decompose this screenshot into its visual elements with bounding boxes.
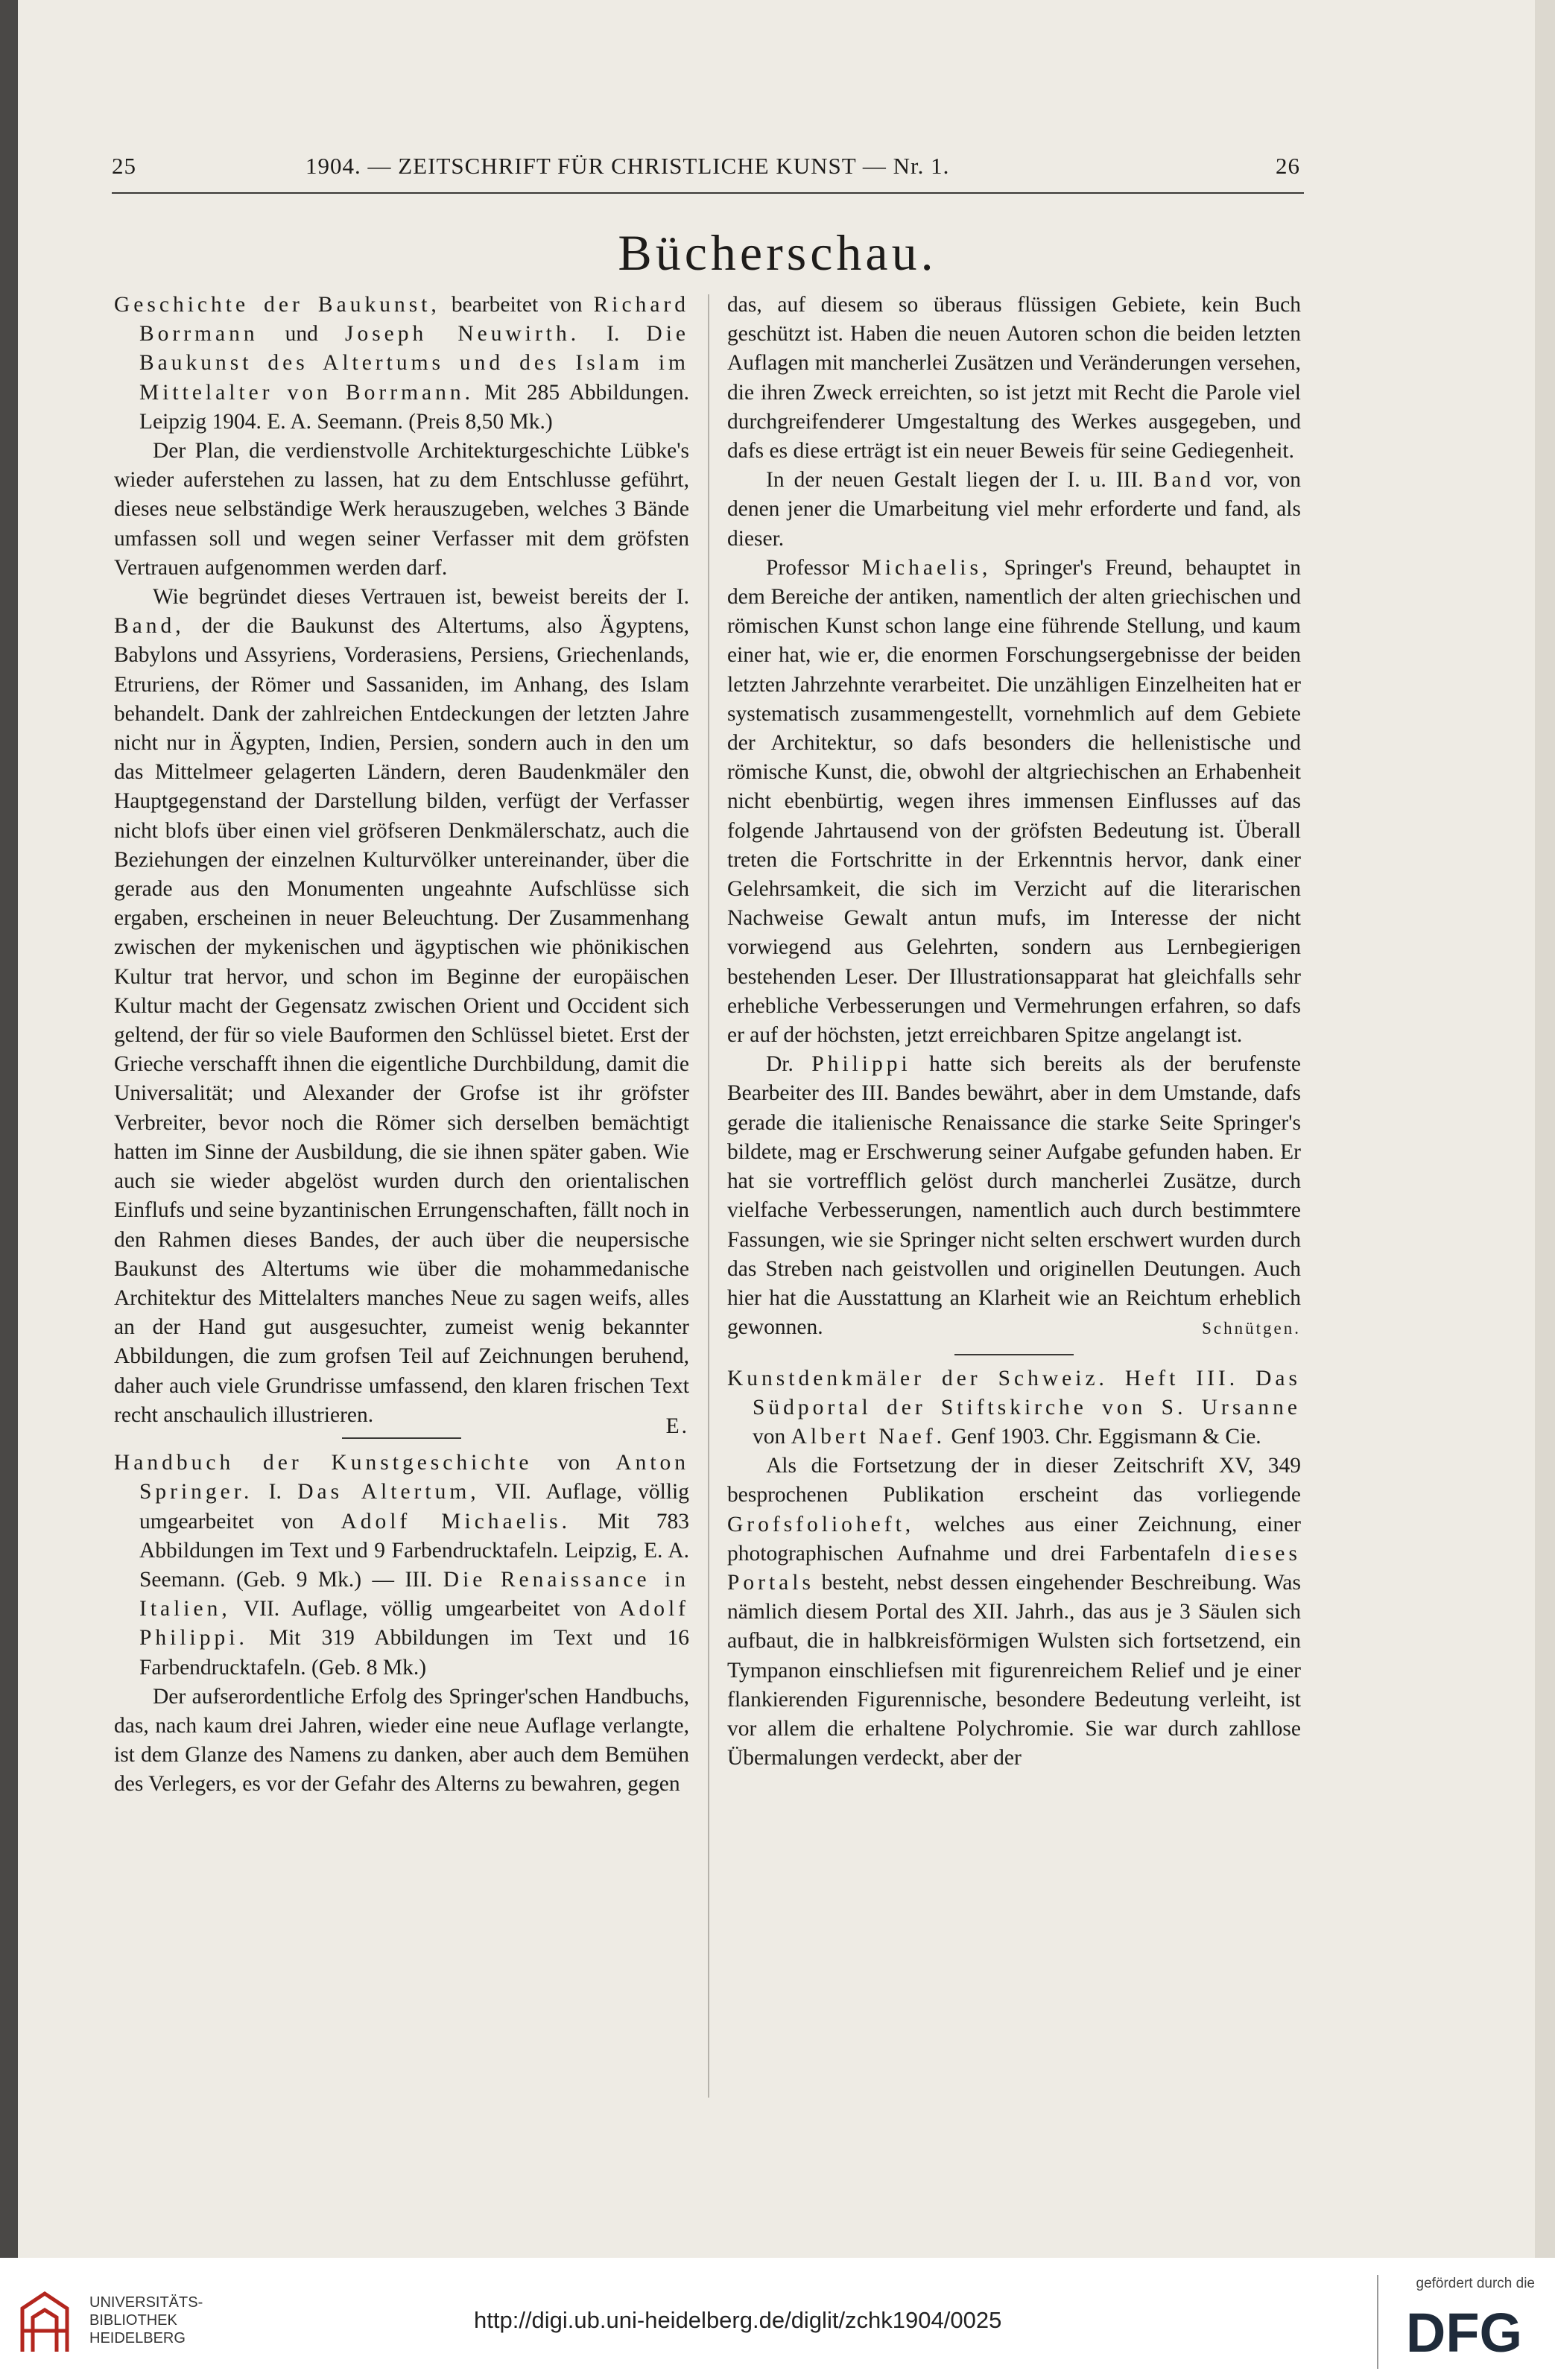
dfg-logo-text: DFG [1405,2303,1523,2362]
review-divider [954,1354,1074,1355]
funding-note: gefördert durch die [1416,2276,1535,2291]
library-logo-icon [15,2286,75,2361]
review-paragraph: Professor Michaelis, Springer's Freund, behauptet in dem Bereiche der antiken, namentlich der alten griechischen und römischen Kunst schon lange eine führende Stellung, und kaum einer hat, wie er, die enormen Forschungsergebnisse der beiden letzten Jahrzehnte verarbeitet. Die unzähligen Einzelheiten hat er systematisch zusammengestellt, vornehmlich auf dem Gebiete der Architektur, so dafs besonders die hellenistische und römische Kunst, die, obwohl der altgriechischen an Erhabenheit nicht ebenbürtig, wegen ihres immensen Einflusses auf das folgende Jahrtausend von der gröfsten Bedeutung ist. Überall treten die Fortschritte in der Erkenntnis hervor, dank einer Gelehrsamkeit, die sich im Verzicht auf die literarischen Nachweise Gewalt antun mufs, im Interesse der nicht vorwiegend aus Gelehrten, sondern aus Lernbegierigen bestehenden Leser. Der Illustrationsapparat hat gleichfalls sehr erhebliche Verbesserungen und Vermehrungen erfahren, so dafs er auf der höchsten, jetzt erreichbaren Spitze angelangt ist. [727,555,1301,1048]
library-name-line: UNIVERSITÄTS- [89,2294,203,2311]
review-paragraph: Der aufserordentliche Erfolg des Springer'schen Handbuchs, das, nach kaum drei Jahren, wieder eine neue Auflage verlangte, ist dem Glanze des Namens zu danken, aber auch dem Bemühen des Verlegers, es vor der Gefahr des Alterns zu bewahren, gegen [114,1684,689,1797]
page-edge-left [0,0,18,2258]
review-signature: E. [665,1414,689,1438]
header-rule [112,192,1304,194]
review-signature: Schnütgen. [1202,1319,1301,1338]
library-name [89,2294,203,2347]
review-heading-schweiz: Kunstdenkmäler der Schweiz. Heft III. Das Südportal der Stiftskirche von S. Ursanne von Albert Naef. Genf 1903. Chr. Eggismann & Cie. [727,1366,1301,1449]
review-paragraph: Dr. Philippi hatte sich bereits als der berufenste Bearbeiter des III. Bandes bewährt, aber in dem Umstande, dafs gerade die italienische Renaissance die starke Seite Springer's bildete, mag er Erschwerung seiner Aufgabe gefunden haben. Er hat sie vortrefflich gelöst durch mancherlei Zusätze, durch vielfache Verbesserungen, namentlich auch durch bestimmtere Fassungen, wie sie Springer nicht selten erschwert wurden durch das Streben nach geistvollen und originellen Deutungen. Auch hier hat die Ausstattung an Klarheit wie an Reichtum erheblich gewonnen. [727,1052,1302,1340]
page-number-left: 25 [112,153,136,179]
library-name-line: HEIDELBERG [89,2330,186,2346]
review-paragraph: Als die Fortsetzung der in dieser Zeitschrift XV, 349 besprochenen Publikation erscheint das vorliegende Grofsfolioheft, welches aus einer Zeichnung, einer photographischen Aufnahme und drei Farbentafeln dieses Portals besteht, nebst dessen eingehender Beschreibung. Was nämlich diesem Portal des XII. Jahrh., das aus je 3 Säulen sich aufbaut, die in halbkreisförmigen Wulsten sich fortsetzend, ein Tympanon einschliefsen mit figurenreichem Relief und je einer flankierenden Figurennische, besondere Bedeutung verleiht, ist vor allem die erhaltene Polychromie. Sie war durch zahllose Übermalungen verdeckt, aber der [727,1454,1301,1770]
review-paragraph: Der Plan, die verdienstvolle Architekturgeschichte Lübke's wieder auferstehen zu lassen, hat zu dem Entschlusse geführt, dieses neue selbständige Werk herauszugeben, welches 3 Bände umfassen soll und wegen seiner Verfasser mit dem gröfsten Vertrauen aufgenommen werden darf. [114,439,689,580]
page-edge-right [1535,0,1555,2258]
dfg-logo-icon [1393,2303,1535,2362]
column-separator [708,294,709,2098]
page-number-right: 26 [1276,153,1300,179]
footer-divider [1377,2275,1378,2369]
right-column [727,291,1301,1773]
left-column [114,291,689,1800]
permalink[interactable]: http://digi.ub.uni-heidelberg.de/diglit/zchk1904/0025 [474,2307,1002,2333]
library-name-line: BIBLIOTHEK [89,2312,177,2329]
section-title: Bücherschau. [618,224,937,281]
review-heading-springer: Handbuch der Kunstgeschichte von Anton Springer. I. Das Altertum, VII. Auflage, völlig umgearbeitet von Adolf Michaelis. Mit 783 Abbildungen im Text und 9 Farbendrucktafeln. Leipzig, E. A. Seemann. (Geb. 9 Mk.) — III. Die Renaissance in Italien, VII. Auflage, völlig umgearbeitet von Adolf Philippi. Mit 319 Abbildungen im Text und 16 Farbendrucktafeln. (Geb. 8 Mk.) [114,1451,690,1680]
running-title: 1904. — ZEITSCHRIFT FÜR CHRISTLICHE KUNST — Nr. 1. [305,153,950,179]
review-heading-baukunst: Geschichte der Baukunst, bearbeitet von Richard Borrmann und Joseph Neuwirth. I. Die Baukunst des Altertums und des Islam im Mittelalter von Borrmann. Mit 285 Abbildungen. Leipzig 1904. E. A. Seemann. (Preis 8,50 Mk.) [114,293,689,434]
review-paragraph: Wie begründet dieses Vertrauen ist, beweist bereits der I. Band, der die Baukunst des Altertums, also Ägyptens, Babylons und Assyriens, Vorderasiens, Persiens, Griechenlands, Etruriens, der Römer und Sassaniden, im Anhang, des Islam behandelt. Dank der zahlreichen Entdeckungen der letzten Jahre nicht nur in Ägypten, Indien, Persien, sondern auch in den um das Mittelmeer gelagerten Ländern, deren Baudenkmäler den Hauptgegenstand der Darstellung bilden, verfügt der Verfasser nicht blofs über einen viel gröfseren Denkmälerschatz, auch die Beziehungen der einzelnen Kulturvölker untereinander, über die gerade aus den Monumenten ungeahnte Aufschlüsse sich ergaben, erscheinen in neuer Beleuchtung. Der Zusammenhang zwischen der mykenischen und ägyptischen wie phönikischen Kultur trat hervor, und schon im Beginne der europäischen Kultur macht der Gegensatz zwischen Orient und Occident sich geltend, der für so viele Bauformen den Schlüssel bietet. Erst der Grieche verschafft ihnen die eigentliche Durchbildung, damit die Universalität; und Alexander der Grofse ist ihr gröfster Verbreiter, bevor noch die Römer sich derselben bemächtigt hatten im Sinne der Ausbildung, die sie ihnen später gaben. Wie auch sie wieder abgelöst wurden durch den orientalischen Einflufs und seine byzantinischen Errungenschaften, fällt noch in den Rahmen dieses Bandes, der auch über die neupersische Baukunst des Altertums wie über die mohammedanische Architektur des Mittelalters manches Neue zu sagen weifs, alles an der Hand gut ausgesuchter, zumeist wenig bekannter Abbildungen, die zum grofsen Teil auf Zeichnungen beruhend, daher auch viele Grundrisse umfassend, den klaren frischen Text recht anschaulich illustrieren. [114,585,689,1427]
review-paragraph: das, auf diesem so überaus flüssigen Gebiete, kein Buch geschützt ist. Haben die neuen Autoren schon die beiden letzten Auflagen mit mancherlei Zusätzen und Veränderungen versehen, die ihren Zweck erreichten, so ist jetzt mit Recht die Parole viel durchgreifenderer Umgestaltung des Werkes ausgegeben, und dafs es diese erträgt ist ein neuer Beweis für seine Gediegenheit. [727,293,1301,463]
review-paragraph: In der neuen Gestalt liegen der I. u. III. Band vor, von denen jener die Umarbeitung viel mehr erforderte und fand, als dieser. [727,468,1301,551]
